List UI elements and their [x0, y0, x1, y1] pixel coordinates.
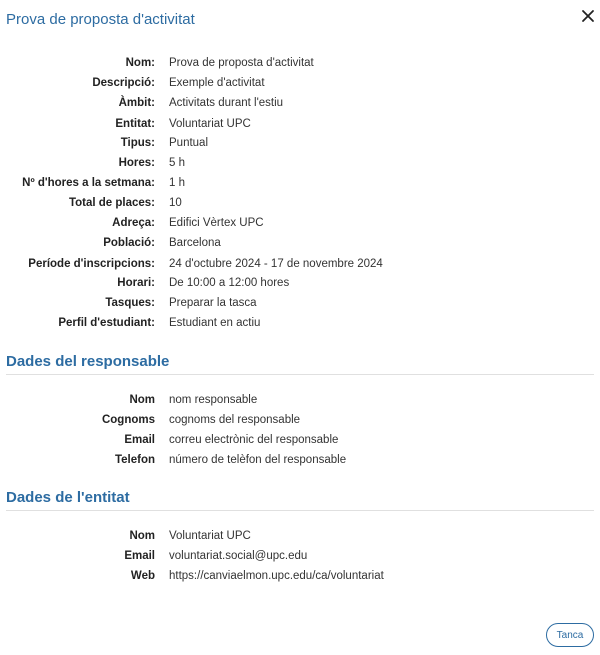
detail-value: Prova de proposta d'activitat: [169, 57, 314, 69]
detail-value: Preparar la tasca: [169, 297, 257, 309]
responsible-row-nom: [0, 390, 600, 410]
detail-value: Voluntariat UPC: [169, 118, 251, 130]
detail-label: Nom:: [125, 57, 155, 69]
detail-row-poblacio: [0, 233, 600, 253]
detail-label: Període d'inscripcions:: [28, 258, 155, 270]
detail-label: Total de places:: [68, 197, 155, 209]
responsible-row-cognoms: [0, 410, 600, 430]
responsible-row-telefon: [0, 450, 600, 470]
section-title-responsable: Dades del responsable: [6, 353, 170, 370]
close-button[interactable]: Tanca: [546, 623, 594, 647]
detail-value: 24 d'octubre 2024 - 17 de novembre 2024: [169, 258, 383, 270]
detail-row-horari: [0, 273, 600, 293]
responsible-label: Telefon: [114, 454, 155, 466]
detail-value: Puntual: [169, 137, 209, 149]
responsible-label: Nom: [129, 394, 155, 406]
detail-value: 5 h: [169, 157, 185, 169]
detail-label: Població:: [103, 237, 155, 249]
detail-row-hores-setmana: [0, 173, 600, 193]
entity-label: Nom: [129, 530, 155, 542]
detail-value: Exemple d'activitat: [169, 77, 265, 89]
detail-label: Horari:: [117, 277, 155, 289]
detail-value: De 10:00 a 12:00 hores: [169, 277, 290, 289]
detail-row-periode: [0, 254, 600, 274]
responsible-label: Email: [124, 434, 155, 446]
detail-value: Barcelona: [169, 237, 221, 249]
detail-label: Descripció:: [92, 77, 155, 89]
detail-row-ambit: [0, 93, 600, 113]
detail-value: 10: [169, 197, 182, 209]
detail-label: Perfil d'estudiant:: [58, 317, 155, 329]
entity-label: Web: [130, 570, 155, 582]
close-icon[interactable]: [578, 6, 598, 26]
detail-label: Nº d'hores a la setmana:: [22, 177, 155, 189]
entity-row-nom: [0, 526, 600, 546]
detail-label: Tasques:: [105, 297, 155, 309]
detail-row-places: [0, 193, 600, 213]
detail-label: Hores:: [118, 157, 155, 169]
detail-row-hores: [0, 153, 600, 173]
detail-row-nom: [0, 53, 600, 73]
entity-label: Email: [124, 550, 155, 562]
entity-row-web: [0, 566, 600, 586]
detail-row-tipus: [0, 133, 600, 153]
detail-row-tasques: [0, 293, 600, 313]
detail-row-descripcio: [0, 73, 600, 93]
detail-label: Àmbit:: [118, 97, 155, 109]
responsible-value: correu electrònic del responsable: [169, 434, 339, 446]
section-divider: [6, 374, 594, 375]
responsible-row-email: [0, 430, 600, 450]
detail-value: Edifici Vèrtex UPC: [169, 217, 264, 229]
detail-label: Entitat:: [115, 118, 155, 130]
detail-value: Estudiant en actiu: [169, 317, 261, 329]
entity-value: voluntariat.social@upc.edu: [169, 550, 308, 562]
responsible-label: Cognoms: [101, 414, 155, 426]
section-title-entitat: Dades de l'entitat: [6, 489, 130, 506]
detail-row-perfil: [0, 313, 600, 333]
responsible-value: cognoms del responsable: [169, 414, 301, 426]
responsible-value: número de telèfon del responsable: [169, 454, 347, 466]
detail-row-adreca: [0, 213, 600, 233]
detail-label: Adreça:: [112, 217, 155, 229]
dialog-title: Prova de proposta d'activitat: [6, 11, 195, 28]
entity-value: Voluntariat UPC: [169, 530, 251, 542]
detail-value: 1 h: [169, 177, 185, 189]
entity-value: https://canviaelmon.upc.edu/ca/voluntariat: [169, 570, 384, 582]
responsible-value: nom responsable: [169, 394, 258, 406]
section-divider: [6, 510, 594, 511]
detail-label: Tipus:: [120, 137, 155, 149]
detail-row-entitat: [0, 114, 600, 134]
entity-row-email: [0, 546, 600, 566]
detail-value: Activitats durant l'estiu: [169, 97, 284, 109]
